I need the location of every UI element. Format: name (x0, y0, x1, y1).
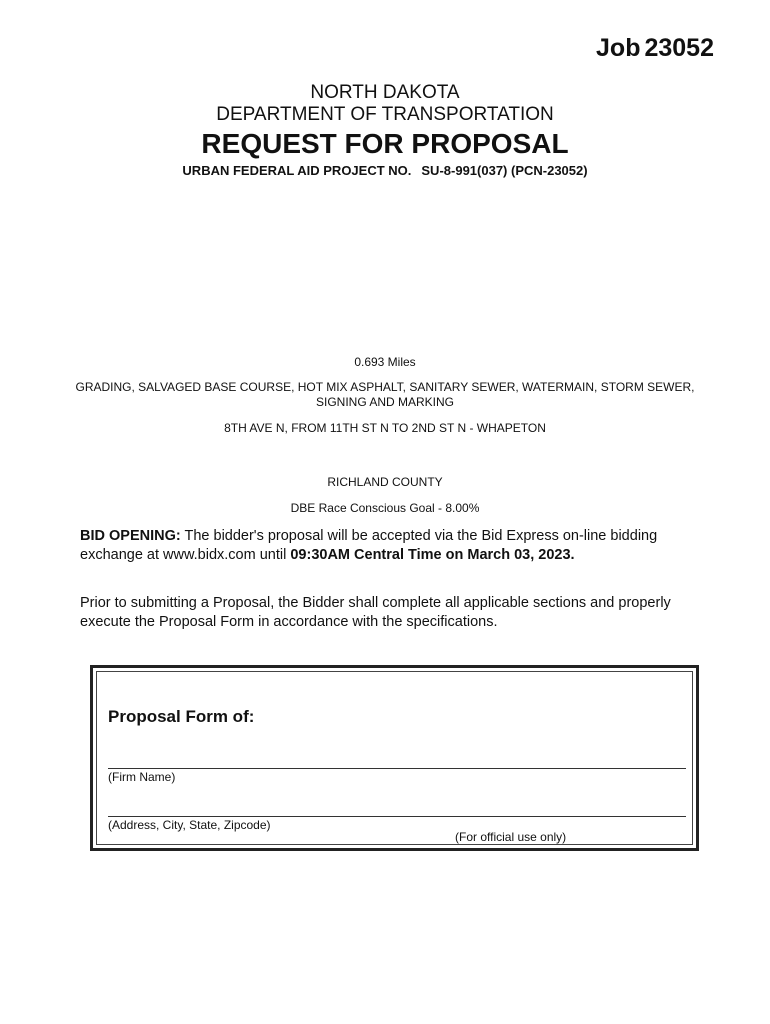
firm-name-label: (Firm Name) (108, 770, 176, 784)
project-label: URBAN FEDERAL AID PROJECT NO. (182, 163, 412, 178)
job-number-value: 23052 (644, 34, 714, 62)
project-number: SU-8-991(037) (PCN-23052) (421, 163, 588, 178)
job-label: Job (596, 34, 641, 62)
dbe-goal: DBE Race Conscious Goal - 8.00% (290, 501, 480, 515)
project-location: 8TH AVE N, FROM 11TH ST N TO 2ND ST N - WHAPETON (224, 421, 546, 435)
firm-name-field[interactable] (108, 768, 686, 769)
bid-opening-date: March 03, 2023. (467, 547, 575, 563)
bid-opening-zone: Central Time on (354, 547, 464, 563)
department-name: DEPARTMENT OF TRANSPORTATION (216, 104, 554, 125)
prior-instructions: Prior to submitting a Proposal, the Bidder shall complete all applicable sections and properly execute the Proposal Form in accordance with the specifications. (80, 595, 671, 630)
work-description-line1: GRADING, SALVAGED BASE COURSE, HOT MIX ASPHALT, SANITARY SEWER, WATERMAIN, STORM SEWER, (75, 380, 695, 394)
project-number-line (0, 163, 770, 178)
proposal-form-title: Proposal Form of: (108, 707, 255, 726)
bid-opening-time: 09:30AM (290, 547, 350, 563)
state-name: NORTH DAKOTA (310, 82, 460, 103)
bid-opening-paragraph (80, 527, 720, 565)
page-title: REQUEST FOR PROPOSAL (201, 128, 569, 159)
address-field[interactable] (108, 816, 686, 817)
county-name: RICHLAND COUNTY (327, 475, 443, 489)
address-label: (Address, City, State, Zipcode) (108, 818, 271, 832)
project-length: 0.693 Miles (354, 355, 416, 369)
job-number (596, 34, 714, 63)
work-description-line2: SIGNING AND MARKING (315, 395, 455, 409)
official-use-label: (For official use only) (455, 830, 567, 844)
bid-opening-label: BID OPENING: (80, 528, 181, 544)
work-description (40, 380, 730, 410)
bid-opening-text: The bidder's proposal will be accepted via the Bid Express on-line bidding exchange at www.bidx.com until (80, 528, 658, 563)
